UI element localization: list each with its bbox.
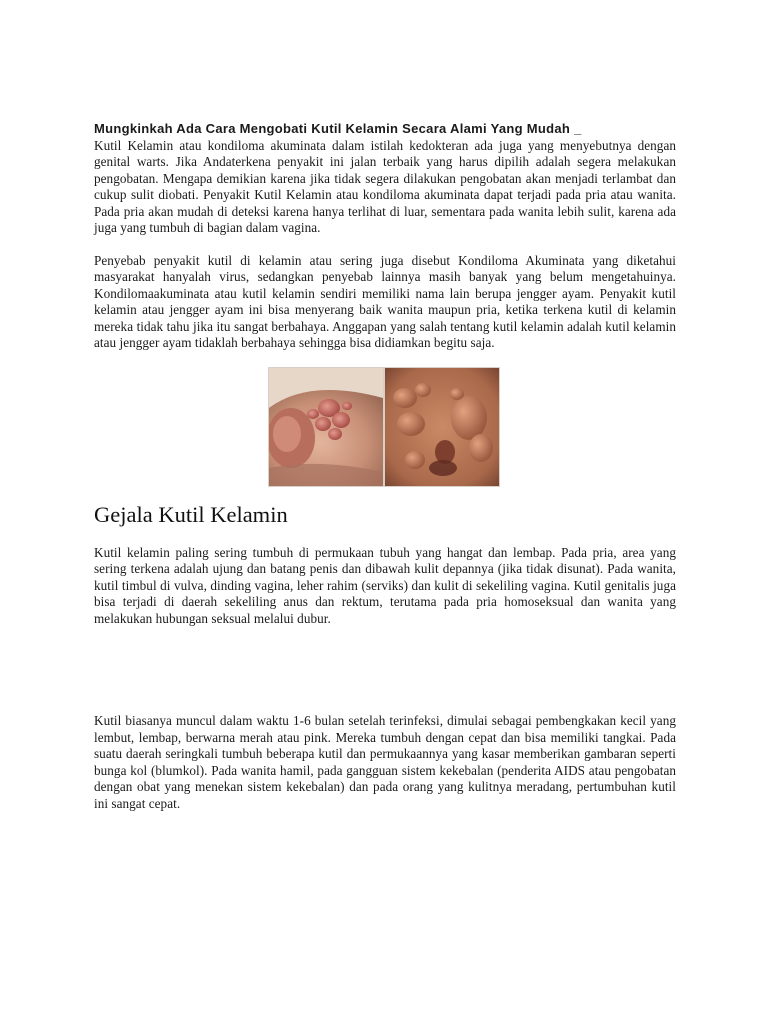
clinical-photo-right — [385, 368, 499, 486]
lead-title: Mungkinkah Ada Cara Mengobati Kutil Kelamin Secara Alami Yang Mudah _ — [94, 121, 582, 136]
clinical-photo-left — [269, 368, 383, 486]
document-page — [94, 121, 676, 812]
growth-paragraph: Kutil biasanya muncul dalam waktu 1-6 bulan setelah terinfeksi, dimulai sebagai pembengkakan kecil yang lembut, lembap, berwarna merah atau pink. Mereka tumbuh dengan cepat dan bisa memiliki tangkai. Pada suatu daerah seringkali tumbuh beberapa kutil dan permukaannya yang kasar memberikan gambaran seperti bunga kol (blumkol). Pada wanita hamil, pada gangguan sistem kekebalan (penderita AIDS atau pengobatan dengan obat yang menekan sistem kekebalan) dan pada orang yang kulitnya meradang, pertumbuhan kutil ini sangat cepat. — [94, 713, 676, 811]
cause-paragraph: Penyebab penyakit kutil di kelamin atau sering juga disebut Kondiloma Akuminata yang diketahui masyarakat hanyalah virus, sedangkan penyebab lainnya masih banyak yang belum mengetahuinya. Kondilomaakuminata atau kutil kelamin sendiri memiliki nama lain berupa jengger ayam. Penyakit kutil kelamin atau jengger ayam ini bisa menyerang baik wanita maupun pria, ketika terkena kutil di kelamin mereka tidak tahu jika itu sangat berbahaya. Anggapan yang salah tentang kutil kelamin adalah kutil kelamin atau jengger ayam tidaklah berbahaya sehingga bisa didiamkan begitu saja. — [94, 252, 676, 350]
section-heading: Gejala Kutil Kelamin — [94, 501, 288, 527]
symptom-paragraph: Kutil kelamin paling sering tumbuh di permukaan tubuh yang hangat dan lembap. Pada pria, area yang sering terkena adalah ujung dan batang penis dan dibawah kulit depannya (jika tidak disunat). Pada wanita, kutil timbul di vulva, dinding vagina, leher rahim (serviks) dan kulit di sekeliling vagina. Kutil genitalis juga bisa terjadi di daerah sekeliling anus dan rektum, terutama pada pria homoseksual dan wanita yang melakukan hubungan seksual melalui dubur. — [94, 544, 676, 626]
intro-paragraph — [94, 121, 676, 237]
clinical-photos — [268, 367, 500, 487]
intro-text: Kutil Kelamin atau kondiloma akuminata dalam istilah kedokteran ada juga yang menyebutnya dengan genital warts. Jika Andaterkena penyakit ini jalan terbaik yang harus dipilih adalah segera melakukan pengobatan. Mengapa demikian karena jika tidak segera dilakukan pengobatan akan menjadi terlambat dan cukup sulit diobati. Penyakit Kutil Kelamin atau kondiloma akuminata dapat terjadi pada pria atau wanita. Pada pria akan mudah di deteksi karena hanya terlihat di luar, sementara pada wanita lebih sulit, karena ada juga yang tumbuh di bagian dalam vagina. — [94, 137, 676, 235]
